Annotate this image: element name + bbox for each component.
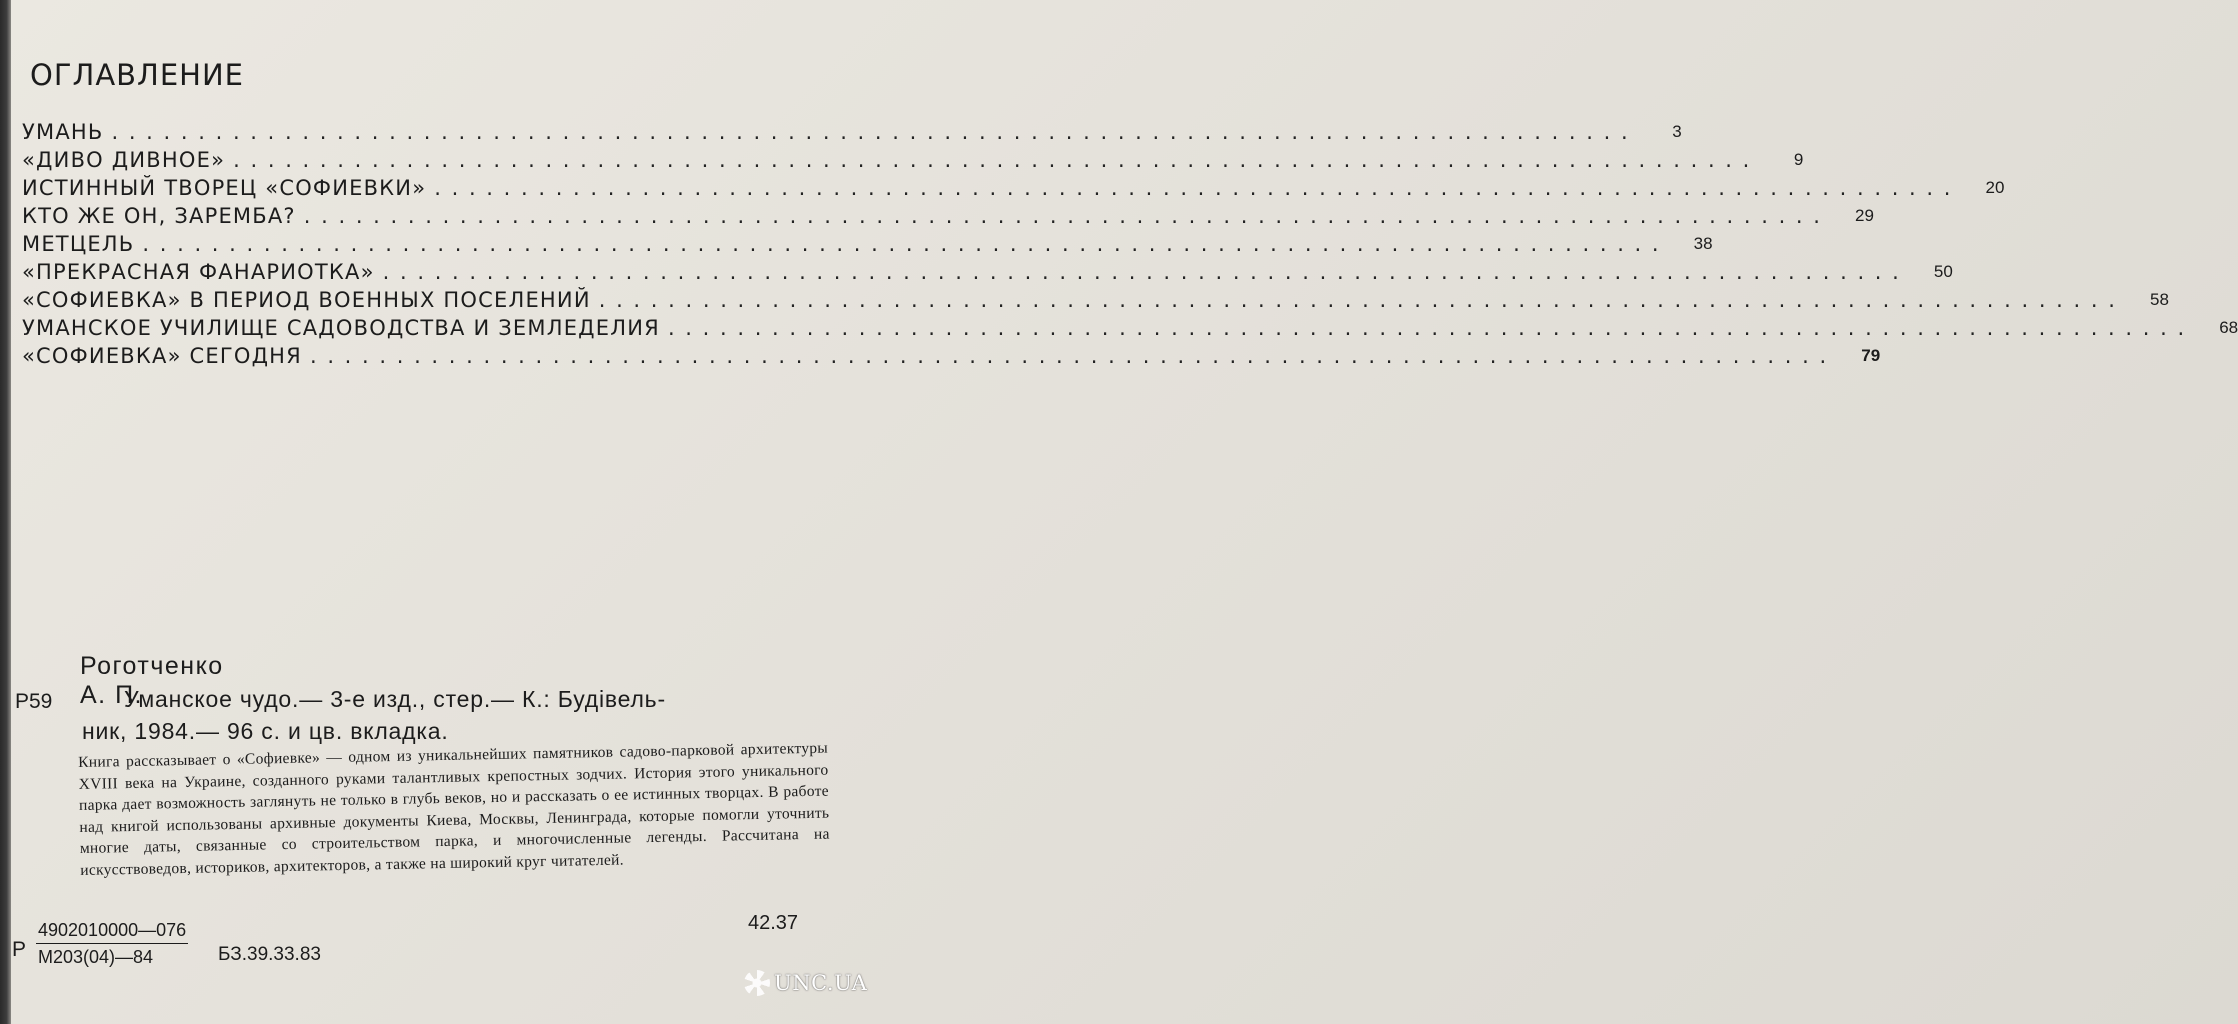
toc-entry-title: МЕТЦЕЛЬ [22,232,135,256]
toc-entry-page: 20 [1985,178,2005,197]
toc-entry-title: «СОФИЕВКА» В ПЕРИОД ВОЕННЫХ ПОСЕЛЕНИЙ [22,288,591,312]
index-denominator: М203(04)—84 [38,947,154,967]
toc-entry-title: «ДИВО ДИВНОЕ» [22,148,226,172]
watermark [744,970,867,996]
bibliographic-line: Уманское чудо.— 3-е изд., стер.— К.: Будівель- [124,686,666,712]
book-annotation: Книга рассказывает о «Софиевке» — одном из уникальнейших памятников садово-парковой архитектуры XVIII века на Украине, созданного руками талантливых крепостных зодчих. История этого уникального парка дает возможность заглянуть не только в глубь веков, но и рассказать о ее истинных творцах. В работе над книгой использованы архивные документы Киева, Москвы, Ленинграда, которые помогли уточнить многие даты, связанные со строительством парка, и многочисленные легенды. Рассчитана на искусствоведов, историков, архитекторов, а также на широкий круг читателей. [78,739,830,879]
toc-dot-leader [599,286,2117,314]
toc-entry [22,314,2238,342]
author-name: Роготченко А. П. [80,652,224,709]
toc-dot-leader [434,174,1952,202]
price-label: 42.37 [748,912,799,934]
toc-entry [22,342,1881,370]
toc-dot-leader [383,258,1901,286]
index-fraction [36,920,188,968]
index-letter: Р [12,938,27,961]
table-of-contents [22,118,2238,370]
toc-dot-leader [310,342,1828,370]
toc-entry-title: КТО ЖЕ ОН, ЗАРЕМБА? [22,204,296,228]
toc-entry [22,202,1874,230]
toc-entry-page: 9 [1793,150,1804,169]
toc-dot-leader [142,230,1660,258]
toc-entry-page: 29 [1855,206,1874,225]
toc-entry [22,146,1804,174]
toc-entry [22,230,1713,258]
toc-entry-title: «СОФИЕВКА» СЕГОДНЯ [22,344,302,368]
toc-entry-page: 50 [1933,262,1953,281]
toc-entry [22,174,2005,202]
toc-entry-title: УМАНЬ [22,120,104,144]
toc-entry-page: 3 [1672,122,1682,141]
toc-entry-page: 38 [1693,234,1713,253]
toc-dot-leader [111,118,1629,146]
bibliographic-line: ник, 1984.— 96 с. и цв. вкладка. [82,718,449,744]
toc-dot-leader [668,314,2186,342]
toc-entry-title: УМАНСКОЕ УЧИЛИЩЕ САДОВОДСТВА И ЗЕМЛЕДЕЛИЯ [22,316,660,340]
index-numerator: 4902010000—076 [36,920,188,944]
page-spine-edge [0,0,11,1024]
classification-code: Р59 [15,690,53,713]
toc-dot-leader [233,146,1751,174]
toc-entry [22,286,2169,314]
bbk-code: БЗ.39.33.83 [218,944,321,965]
toc-entry-title: «ПРЕКРАСНАЯ ФАНАРИОТКА» [22,260,375,284]
toc-heading: ОГЛАВЛЕНИЕ [30,58,245,92]
watermark-text: UNC.UA [774,971,868,995]
toc-entry-title: ИСТИННЫЙ ТВОРЕЦ «СОФИЕВКИ» [22,176,427,200]
toc-entry-page: 68 [2219,318,2238,337]
toc-dot-leader [304,202,1822,230]
snowflake-logo-icon [744,970,770,996]
toc-entry [22,118,1682,146]
toc-entry-page: 79 [1861,346,1881,365]
toc-entry-page: 58 [2150,290,2169,309]
toc-entry [22,258,1953,286]
